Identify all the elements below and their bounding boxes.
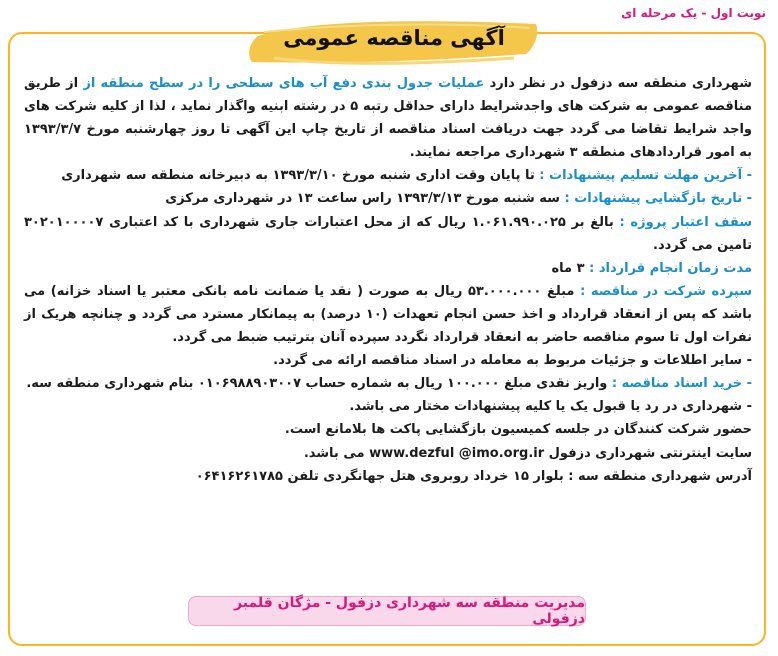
ad-body [24, 72, 752, 488]
credit-line [24, 211, 752, 257]
intro-part2: از طریق مناقصه عمومی به شرکت های واجدشرایط دارای حداقل رتبه ۵ در رشته ابنیه واگذار نماید ، لذا از کلیه شرکت های واجد شرایط تقاضا می گردد جهت دریافت اسناد مناقصه از تاریخ چاپ این آگهی تا روز چهارشنبه مورخ ۱۳۹۳/۳/۷ به امور قراردادهای منطقه ۳ شهرداری مراجعه نمایند. [24, 76, 752, 161]
other-info-line: - سایر اطلاعات و جزئیات مربوط به معامله در اسناد مناقصه ارائه می گردد. [273, 353, 752, 369]
deposit-value: مبلغ ۵۳.۰۰۰.۰۰۰ ریال به صورت ( نقد یا ضمانت نامه بانکی معتبر یا اسناد خزانه) می باشد که پس از انعقاد قرارداد و اخذ حسن انجام تعهدات (۱۰ درصد) به پیمانکار مسترد می گردد و چنانچه هریک از نفرات اول تا سوم مناقصه حاضر به انعقاد قرارداد نگردد سپرده آنان بترتیب ضبط می گردد. [24, 283, 752, 346]
publication-note: نوبت اول - یک مرحله ای [621, 6, 766, 20]
intro-highlight: عملیات جدول بندی دفع آب های سطحی را در سطح منطقه از [83, 76, 485, 91]
purchase-value: واریز نقدی مبلغ ۱۰۰.۰۰۰ ریال به شماره حساب ۰۱۰۶۹۸۸۹۰۳۰۰۷ بنام شهرداری منطقه سه. [26, 376, 608, 392]
deadline-value: تا پایان وقت اداری شنبه مورخ ۱۳۹۳/۳/۱۰ به دبیرخانه منطقه سه شهرداری [61, 168, 535, 184]
opening-label: - تاریخ بازگشایی پیشنهادات : [564, 191, 752, 207]
intro-paragraph [24, 72, 752, 164]
opening-value: سه شنبه مورخ ۱۳۹۳/۳/۱۳ راس ساعت ۱۳ در شهرداری مرکزی [165, 191, 560, 207]
duration-value: ۳ ماه [551, 260, 585, 276]
purchase-label: - خرید اسناد مناقصه : [611, 376, 752, 392]
rights-line: - شهرداری در رد یا قبول یک یا کلیه پیشنهادات مختار می باشد. [349, 399, 752, 415]
attendance-line: حضور شرکت کنندگان در جلسه کمیسیون بازگشایی پاکت ها بلامانع است. [284, 422, 752, 438]
purchase-line [24, 372, 752, 395]
address-line: آدرس شهرداری منطقه سه : بلوار ۱۵ خرداد روبروی هتل جهانگردی تلفن ۰۶۴۱۶۲۶۱۷۸۵ [195, 468, 752, 484]
website-prefix: سایت اینترنتی شهرداری دزفول [548, 445, 752, 461]
deadline-line [24, 164, 752, 187]
opening-line [24, 187, 752, 210]
duration-label: مدت زمان انجام قرارداد : [589, 260, 752, 276]
website-url[interactable]: www.dezful @imo.org.ir [369, 445, 545, 461]
credit-label: سقف اعتبار پروژه : [619, 214, 753, 230]
title-banner [244, 14, 544, 70]
intro-part1: شهرداری منطقه سه دزفول در نظر دارد [489, 76, 753, 91]
duration-line [24, 257, 752, 280]
deposit-line [24, 280, 752, 349]
website-suffix: می باشد. [303, 445, 365, 461]
deadline-label: - آخرین مهلت تسلیم پیشنهادات : [539, 168, 752, 184]
deposit-label: سپرده شرکت در مناقصه : [580, 283, 752, 299]
website-line [24, 442, 752, 465]
page-title: آگهی مناقصه عمومی [283, 26, 505, 50]
footer-banner: مدیریت منطقه سه شهرداری دزفول - مژگان قلمبر دزفولی [188, 596, 586, 626]
credit-value: بالغ بر ۱.۰۶۱.۹۹۰.۰۲۵ ریال که از محل اعتبارات جاری شهرداری با کد اعتباری ۳۰۲۰۱۰۰۰۰۷ تامین می گردد. [24, 214, 752, 253]
